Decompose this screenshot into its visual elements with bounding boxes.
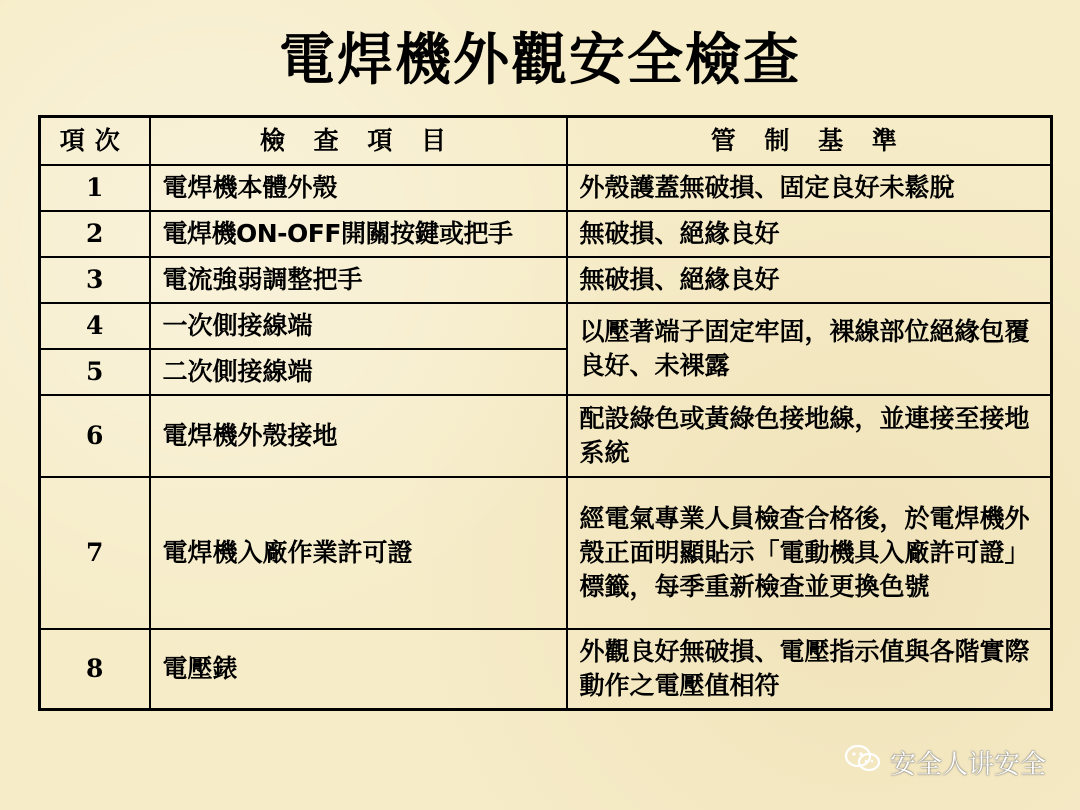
wechat-icon: [844, 743, 890, 782]
row-item: 電流強弱調整把手: [150, 257, 567, 303]
row-no: 6: [40, 395, 150, 477]
row-no: 7: [40, 477, 150, 629]
watermark-text: 安全人讲安全: [889, 750, 1046, 780]
table-row: [40, 257, 1052, 303]
row-item: 電焊機外殼接地: [150, 395, 567, 477]
inspection-table: [38, 115, 1053, 711]
header-standard: 管 制 基 準: [567, 117, 1052, 166]
row-standard: 外殼護蓋無破損、固定良好未鬆脫: [567, 165, 1052, 211]
page-title: 電焊機外觀安全檢查: [279, 28, 801, 93]
row-no: 4: [40, 303, 150, 349]
row-standard: 無破損、絕緣良好: [567, 211, 1052, 257]
row-item: 電焊機入廠作業許可證: [150, 477, 567, 629]
header-no: 項次: [40, 117, 150, 166]
table-row: [40, 477, 1052, 629]
row-item: 電壓錶: [150, 629, 567, 710]
row-item: 電焊機本體外殼: [150, 165, 567, 211]
row-no: 5: [40, 349, 150, 395]
row-no: 8: [40, 629, 150, 710]
row-item: 一次側接線端: [150, 303, 567, 349]
table-row: [40, 165, 1052, 211]
row-no: 1: [40, 165, 150, 211]
row-no: 3: [40, 257, 150, 303]
row-standard: 外觀良好無破損、電壓指示值與各階實際動作之電壓值相符: [567, 629, 1052, 710]
row-standard: 經電氣專業人員檢查合格後，於電焊機外殼正面明顯貼示「電動機具入廠許可證」標籤，每季重新檢查並更換色號: [567, 477, 1052, 629]
row-standard: 以壓著端子固定牢固，裸線部位絕緣包覆良好、未裸露: [567, 303, 1052, 395]
row-standard: 配設綠色或黃綠色接地線，並連接至接地系統: [567, 395, 1052, 477]
table-row: [40, 303, 1052, 349]
table-header-row: [40, 117, 1052, 166]
row-item: 電焊機ON-OFF開關按鍵或把手: [150, 211, 567, 257]
table-row: [40, 629, 1052, 710]
table-row: [40, 211, 1052, 257]
row-standard: 無破損、絕緣良好: [567, 257, 1052, 303]
header-item: 檢 查 項 目: [150, 117, 567, 166]
row-no: 2: [40, 211, 150, 257]
watermark: [844, 743, 1046, 782]
table-row: [40, 395, 1052, 477]
row-item: 二次側接線端: [150, 349, 567, 395]
